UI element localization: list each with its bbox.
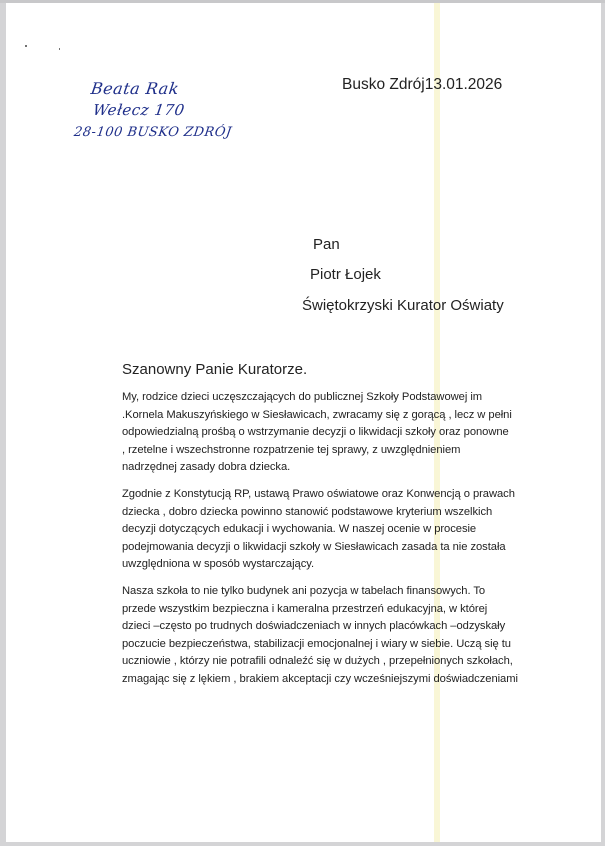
paragraph-3 xyxy=(122,583,562,689)
recipient-salutation: Pan xyxy=(313,236,340,253)
paragraph-line: odpowiedzialną prośbą o wstrzymanie decyzji o likwidacji szkoły oraz ponowne xyxy=(122,426,509,439)
paragraph-line: My, rodzice dzieci uczęszczających do publicznej Szkoły Podstawowej im xyxy=(122,391,483,403)
document-page xyxy=(6,3,601,842)
sender-name: Beata Rak xyxy=(89,79,181,98)
paragraph-2 xyxy=(122,486,562,574)
recipient-name: Piotr Łojek xyxy=(310,266,381,283)
paragraph-line: poczucie bezpieczeństwa, stabilizacji emocjonalnej i wiary w siebie. Uczą się tu xyxy=(122,637,511,650)
scan-speck xyxy=(59,48,60,50)
paragraph-line: uczniowie , którzy nie potrafili odnaleźć się w dużych , przepełnionych szkołach, xyxy=(122,655,513,668)
paragraph-line: uwzględniona w sposób wystarczający. xyxy=(122,558,315,571)
sender-city: 28-100 BUSKO ZDRÓJ xyxy=(72,125,233,140)
place-date: Busko Zdrój13.01.2026 xyxy=(342,76,503,93)
paragraph-line: przede wszystkim bezpieczna i kameralna przestrzeń edukacyjna, w której xyxy=(122,602,488,615)
paragraph-line: , rzetelne i wszechstronne rozpatrzenie tej sprawy, z uwzględnieniem xyxy=(122,443,461,456)
letter-body xyxy=(122,389,562,698)
paragraph-line: decyzji dotyczących edukacji i wychowania. W naszej ocenie w procesie xyxy=(122,523,477,536)
paragraph-line: dzieci –często po trudnych doświadczeniach w innych placówkach –odzyskały xyxy=(122,620,506,633)
paragraph-1 xyxy=(122,389,562,477)
paragraph-line: Nasza szkoła to nie tylko budynek ani pozycja w tabelach finansowych. To xyxy=(122,584,486,597)
paragraph-line: .Kornela Makuszyńskiego w Siesławicach, zwracamy się z gorącą , lecz w pełni xyxy=(122,408,512,421)
greeting: Szanowny Panie Kuratorze. xyxy=(122,361,308,378)
scan-speck xyxy=(25,45,27,47)
paragraph-line: podejmowania decyzji o likwidacji szkoły w Siesławicach zasada ta nie została xyxy=(122,540,506,553)
paragraph-line: zmagając się z lękiem , brakiem akceptacji czy wcześniejszymi doświadczeniami xyxy=(122,672,518,685)
paragraph-line: dziecka , dobro dziecka powinno stanowić podstawowe kryterium wszelkich xyxy=(122,505,493,518)
sender-street: Wełecz 170 xyxy=(91,101,186,119)
recipient-title: Świętokrzyski Kurator Oświaty xyxy=(302,297,504,314)
paragraph-line: Zgodnie z Konstytucją RP, ustawą Prawo oświatowe oraz Konwencją o prawach xyxy=(122,487,515,500)
paragraph-line: nadrzędnej zasady dobra dziecka. xyxy=(122,461,291,474)
